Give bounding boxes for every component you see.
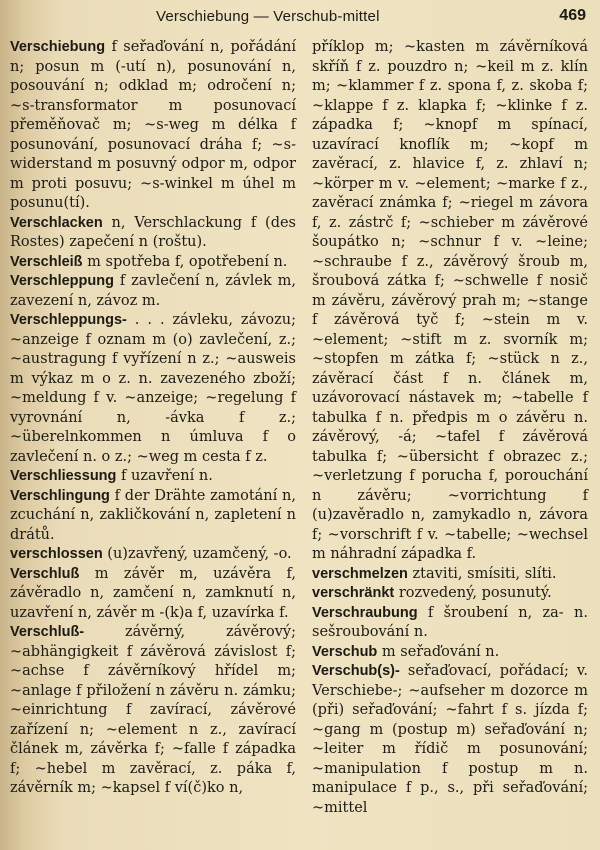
entry-headword: verschmelzen (312, 565, 408, 582)
entry-definition: příklop m; ~kasten m závěrníková skříň f z. pouzdro n; ~keil m z. klín m; ~klammer f z. spona f, z. skoba f; ~klappe f z. klapka f; ~klinke f z. západka f; ~knopf m spínací, uzavírací knoflík m; ~kopf m zavěrací, z. hlavice f, z. zhlaví n; ~körper m v. ~element; ~marke f z., zavěrací známka f; ~riegel m závora f, z. zástrč f; ~schieber m závěrové šoupátko n; ~schnur f v. ~leine; ~schraube f z., závěrový šroub m, šroubová zátka f; ~schwelle f nosič m závěru, závěrový prah m; ~stange f závěrová tyč f; ~stein m v. ~element; ~stift m z. svorník m; ~stopfen m zátka f; ~stück n z., závěrací část f n. článek m, uzávorovací nástavek m; ~tabelle f tabulka f n. předpis m o závěru n. závěrový, -á; ~tafel f závěrová tabulka f; ~übersicht f obrazec z.; ~verletzung f porucha f, porouchání n závěru; ~vorrichtung f (u)zavěradlo n, zamykadlo n, závora f; ~vorschrift f v. ~tabelle; ~wechsel m náhradní západka f. (312, 39, 588, 562)
entry-headword: Verschluß- (10, 624, 85, 640)
entry-headword: Verschliessung (10, 468, 117, 484)
entry-headword: Verschlingung (10, 487, 110, 504)
entry-headword: Verschleppung (10, 273, 114, 289)
entry-headword: Verschleppungs- (10, 312, 127, 328)
entry-headword: Verschub (312, 643, 378, 660)
dictionary-entry (10, 214, 296, 253)
dictionary-entry (312, 643, 588, 663)
entry-headword: Verschluß (10, 565, 80, 582)
entry-headword: Verschleiß (10, 253, 83, 270)
entry-definition: n, Verschlackung f (des Rostes) zapečení n (roštu). (10, 214, 296, 250)
entry-definition: m závěr m, uzávěra f, závěradlo n, zamčení n, zamknutí n, uzavření n, závěr m -(k)a f, uzavírka f. (10, 565, 296, 621)
entry-definition: f šroubení n, za- n. sešroubování n. (312, 604, 588, 640)
entry-headword: Verschiebung (10, 39, 106, 55)
running-header (0, 0, 600, 36)
dictionary-entry (10, 467, 296, 487)
dictionary-entry (10, 565, 296, 624)
page-number: 469 (559, 7, 586, 24)
entry-definition: m seřaďování n. (377, 643, 500, 660)
dictionary-entry (312, 662, 588, 818)
page-title: Verschiebung — Verschub-mittel (156, 8, 380, 25)
dictionary-entry (10, 38, 296, 214)
entry-definition: f zavlečení n, závlek m, zavezení n, závoz m. (10, 273, 296, 309)
dictionary-entry (312, 565, 588, 585)
dictionary-entry (10, 545, 296, 565)
dictionary-entry (312, 584, 588, 604)
entry-definition: seřaďovací, pořádací; v. Verschiebe-; ~aufseher m dozorce m (při) seřaďování; ~fahrt f s. jízda f; ~gang m (postup m) seřaďování n; ~leiter m řídič m posunování; ~manipulation f postup m n. manipulace f p., s., při seřaďování; ~mittel (312, 663, 588, 816)
entry-definition: . . . závleku, závozu; ~anzeige f oznam m (o) zavlečení, z.; ~austragung f vyřízení n z.; ~ausweis m výkaz m o z. n. zavezeného zboží; ~meldung f v. ~anzeige; ~regelung f vyrovnání n, -ávka f z.; ~überelnkommen n úmluva f o zavlečení n. o z.; ~weg m cesta f z. (10, 312, 296, 465)
dictionary-entry (10, 623, 296, 799)
left-column (10, 38, 296, 799)
right-column (312, 38, 588, 818)
entry-headword: Verschraubung (312, 604, 418, 621)
dictionary-entry (10, 487, 296, 546)
entry-headword: verschränkt (312, 585, 395, 601)
entry-definition: f der Drähte zamotání n, zcuchání n, zakličkování n, zapletení n drátů. (10, 487, 296, 543)
entry-definition: f seřaďování n, pořádání n; posun m (-utí n), posunování n, posouvání n; odklad m; odročení n; ~s-transformator m posunovací přeměňovač m; ~s-weg m délka f posunování, posunovací dráha f; ~s-widerstand m posuvný odpor m, odpor m proti posuvu; ~s-winkel m úhel m posunu(tí). (10, 39, 296, 211)
entry-definition: závěrný, závěrový; ~abhängigkeit f závěrová závislost f; ~achse f závěrníkový hřídel m; ~anlage f přiložení n závěru n. zámku; ~einrichtung f zavírací, závěrové zařízení n; ~element n z., zavírací článek m, závěrka f; ~falle f západka f; ~hebel m zavěrací, z. páka f, závěrník m; ~kapsel f ví(č)ko n, (10, 624, 296, 796)
entry-headword: Verschub(s)- (312, 663, 400, 679)
entry-definition: rozvedený, posunutý. (394, 585, 552, 601)
entry-definition: (u)zavřený, uzamčený, -o. (102, 546, 292, 562)
entry-headword: Verschlacken (10, 214, 103, 231)
dictionary-entry (10, 272, 296, 311)
dictionary-entry (312, 604, 588, 643)
dictionary-entry-continuation (312, 38, 588, 565)
dictionary-entry (10, 311, 296, 467)
dictionary-entry (10, 253, 296, 273)
entry-definition: f uzavření n. (116, 468, 213, 484)
entry-headword: verschlossen (10, 546, 103, 562)
entry-definition: m spotřeba f, opotřebení n. (82, 253, 288, 270)
entry-definition: ztaviti, smísiti, slíti. (407, 565, 557, 582)
